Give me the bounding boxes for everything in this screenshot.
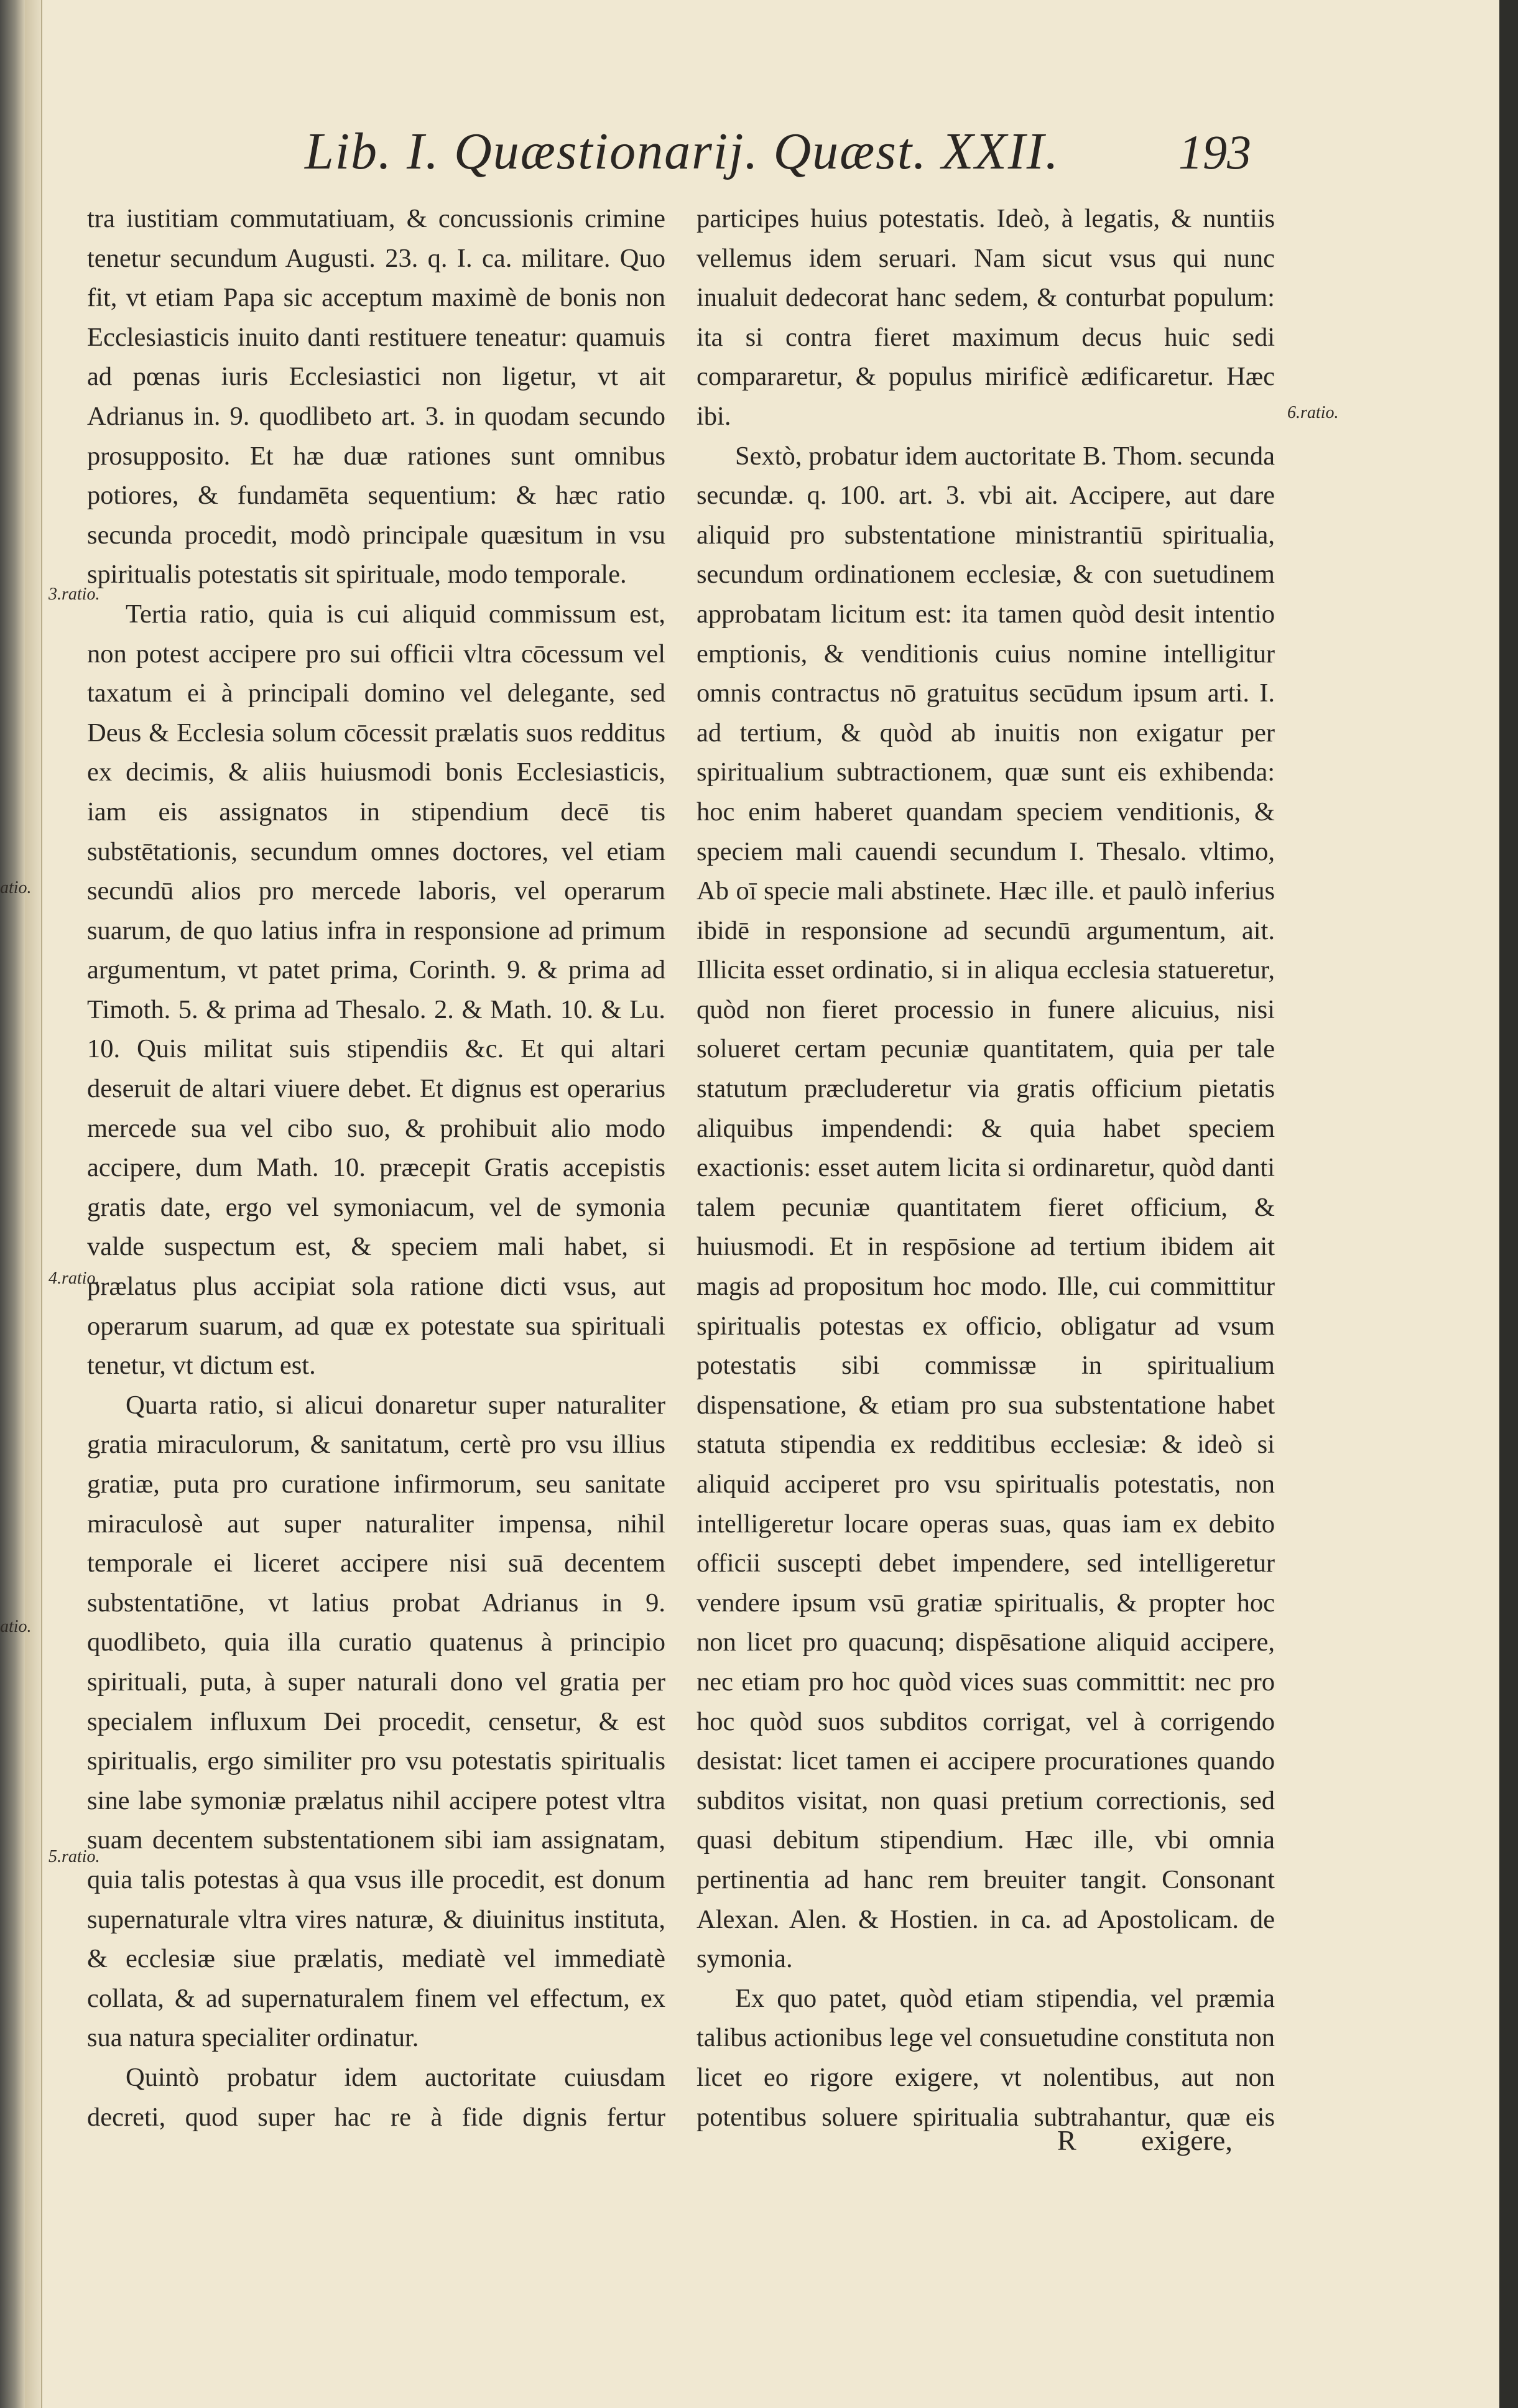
margin-note-quarta-ratio: 4.ratio. — [49, 1269, 100, 1288]
paragraph-continuation: tra iustitiam commutatiuam, & concussionis crimine tenetur secundum Augusti. 23. q. I. ca. militare. Quo fit, vt etiam Papa sic acceptum maximè de bonis non Ecclesiasticis inuito danti restituere teneatur: quamuis ad pœnas iuris Ecclesiastici non ligetur, vt ait Adrianus in. 9. quodlibeto art. 3. in quodam secundo prosupposito. Et hæ duæ rationes sunt omnibus potiores, & fundamēta sequentium: & hæc ratio secunda procedit, modò principale quæsitum in vsu spiritualis potestatis sit spirituale, modo temporale. — [87, 204, 665, 590]
catchword: exigere, — [1141, 2124, 1233, 2156]
paragraph-quarta-ratio: Quarta ratio, si alicui donaretur super naturaliter gratia miraculorum, & sanitatum, certè pro vsu illius gratiæ, puta pro curatione infirmorum, seu sanitate miraculosè aut super naturaliter impensa, nihil temporale ei liceret accipere nisi suā decentem substentatiōne, vt latius probat Adrianus in 9. quodlibeto, quia illa curatio quatenus à principio spirituali, puta, à super naturali dono vel gratia per specialem influxum Dei procedit, censetur, & est spiritualis, ergo similiter pro vsu potestatis spiritualis sine labe symoniæ prælatus nihil accipere potest vltra suam decentem substentationem sibi iam assignatam, quia talis potestas à qua vsus ille procedit, est donum supernaturale vltra vires naturæ, & diuinitus instituta, & ecclesiæ siue prælatis, mediatè vel immediatè collata, & ad supernaturalem finem vel effectum, ex sua natura specialiter ordinatur. — [87, 1390, 665, 2053]
paragraph-continuation-right: participes huius potestatis. Ideò, à legatis, & nuntiis vellemus idem seruari. Nam sicut vsus qui nunc inualuit dedecorat hanc sedem, & conturbat populum: ita si contra fieret maximum decus huic sedi compararetur, & populus mirificè ædificaretur. Hæc ibi. — [697, 204, 1275, 431]
paragraph-tertia-ratio: Tertia ratio, quia is cui aliquid commissum est, non potest accipere pro sui officii vltra cōcessum vel taxatum ei à principali domino vel delegante, sed Deus & Ecclesia solum cōcessit prælatis suos redditus ex decimis, & aliis huiusmodi bonis Ecclesiasticis, iam eis assignatos in stipendium decē tis substētationis, secundum omnes doctores, vel etiam secundū alios pro mercede laboris, vel operarum suarum, de quo latius infra in responsione ad primum argumentum, vt patet prima, Corinth. 9. & prima ad Timoth. 5. & prima ad Thesalo. 2. & Math. 10. & Lu. 10. Quis militat suis stipendiis &c. Et qui altari deseruit de altari viuere debet. Et dignus est operarius mercede sua vel cibo suo, & prohibuit alio modo accipere, dum Math. 10. præcepit Gratis accepistis gratis date, ergo vel symoniacum, vel de symonia valde suspectum est, & speciem mali habet, si prælatus plus accipiat sola ratione dicti vsus, aut operarum suarum, ad quæ ex potestate sua spirituali tenetur, vt dictum est. — [87, 599, 665, 1381]
signature-mark: R — [1057, 2124, 1076, 2156]
margin-note-sexta-ratio: 6.ratio. — [1287, 403, 1339, 422]
margin-note-quinta-ratio: 5.ratio. — [49, 1847, 100, 1866]
margin-note-left-2: atio. — [0, 878, 32, 897]
margin-note-left-4: atio. — [0, 1617, 32, 1636]
book-binding — [0, 0, 25, 2408]
margin-note-tertia-ratio: 3.ratio. — [49, 585, 100, 604]
left-text-column — [87, 199, 665, 2139]
running-head: Lib. I. Quæstionarij. Quæst. XXII. — [305, 123, 1060, 180]
folio-number: 193 — [1178, 125, 1251, 179]
right-text-column — [697, 199, 1275, 2139]
paragraph-ex-quo-patet: Ex quo patet, quòd etiam stipendia, vel præmia talibus actionibus lege vel consuetudine constituta non licet eo rigore exigere, vt nolentibus, aut non potentibus soluere spiritualia subtrahantur, quæ eis — [697, 1983, 1275, 2132]
scan-background-edge — [1499, 0, 1518, 2408]
paragraph-sexta-ratio: Sextò, probatur idem auctoritate B. Thom. secunda secundæ. q. 100. art. 3. vbi ait. Accipere, aut dare aliquid pro substentatione ministrantiū spiritualia, secundum ordinationem ecclesiæ, & con suetudinem approbatam licitum est: ita tamen quòd desit intentio emptionis, & venditionis cuius nomine intelligitur omnis contractus nō gratuitus secūdum ipsum arti. I. ad tertium, & quòd ab inuitis non exigatur per spiritualium subtractionem, quæ sunt eis exhibenda: hoc enim haberet quandam speciem venditionis, & speciem mali cauendi secundum I. Thesalo. vltimo, Ab oī specie mali abstinete. Hæc ille. et paulò inferius ibidē in responsione ad secundū argumentum, ait. Illicita esset ordinatio, si in aliqua ecclesia statueretur, quòd non fieret processio in funere alicuius, nisi solueret certam pecuniæ quantitatem, quia per tale statutum præcluderetur via gratis officium pietatis aliquibus impendendi: & quia habet speciem exactionis: esset autem licita si ordinaretur, quòd danti talem pecuniæ quantitatem fieret officium, & huiusmodi. Et in respōsione ad tertium ibidem ait magis ad propositum hoc modo. Ille, cui committitur spiritualis potestas ex officio, obligatur ad vsum potestatis sibi commissæ in spiritualium dispensatione, & etiam pro sua substentatione habet statuta stipendia ex redditibus ecclesiæ: & ideò si aliquid acciperet pro vsu spiritualis potestatis, non intelligeretur locare operas suas, quas iam ex debito officii suscepti debet impendere, sed intelligeretur vendere ipsum vsū gratiæ spiritualis, & propter hoc non licet pro quacunq; dispēsatione aliquid accipere, nec etiam pro hoc quòd vices suas committit: nec pro hoc quòd suos subditos corrigat, vel à corrigendo desistat: licet tamen ei accipere procurationes quando subditos visitat, non quasi pretium correctionis, sed quasi debitum stipendium. Hæc ille, vbi omnia pertinentia ad hanc rem breuiter tangit. Consonant Alexan. Alen. & Hostien. in ca. ad Apostolicam. de symonia. — [697, 441, 1275, 1974]
previous-page-edge — [25, 0, 42, 2408]
paragraph-quinta-ratio: Quintò probatur idem auctoritate cuiusdam decreti, quod super hac re à fide dignis fertur — [87, 2062, 665, 2132]
